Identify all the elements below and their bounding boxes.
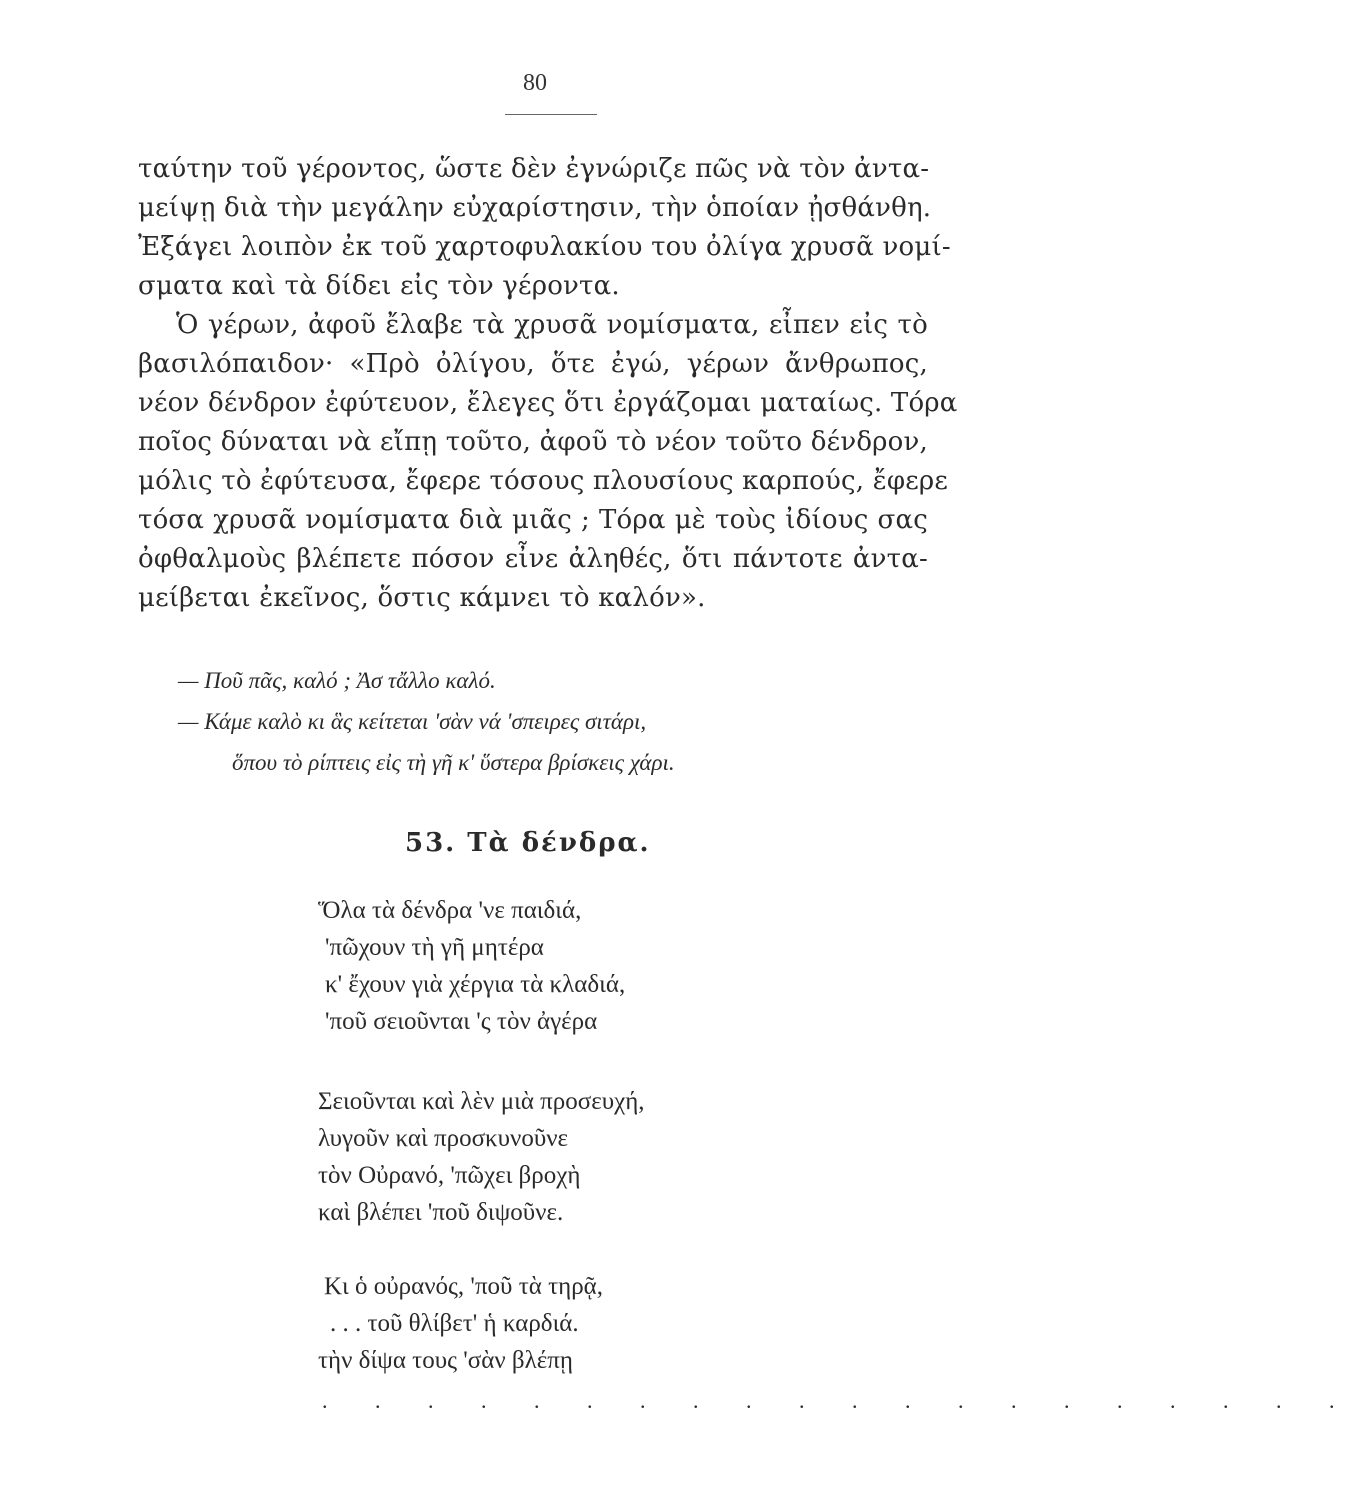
prose-line: ποῖος δύναται νὰ εἴπῃ τοῦτο, ἀφοῦ τὸ νέον τοῦτο δένδρον, [138, 427, 928, 457]
prose-line: τόσα χρυσᾶ νομίσματα διὰ μιᾶς ; Τόρα μὲ τοὺς ἰδίους σας [138, 505, 928, 535]
verse-line: Ὅλα τὰ δένδρα 'νε παιδιά, [318, 897, 582, 924]
verse-line: 'πῶχουν τὴ γῆ μητέρα [325, 934, 544, 961]
proverb-line: ὅπου τὸ ρίπτεις εἰς τὴ γῆ κ' ὕστερα βρίσκεις χάρι. [232, 750, 675, 775]
prose-line: ταύτην τοῦ γέροντος, ὥστε δὲν ἐγνώριζε πῶς νὰ τὸν ἀντα- [138, 154, 930, 184]
prose-line: βασιλόπαιδον· «Πρὸ ὀλίγου, ὅτε ἐγώ, γέρων ἄνθρωπος, [138, 349, 928, 379]
proverb-line: — Ποῦ πᾶς, καλό ; Ἀσ τἄλλο καλό. [178, 668, 496, 693]
prose-line: μόλις τὸ ἐφύτευσα, ἔφερε τόσους πλουσίους καρπούς, ἔφερε [138, 466, 949, 496]
verse-line: Κι ὁ οὐρανός, 'ποῦ τὰ τηρᾷ, [324, 1273, 604, 1300]
verse-line: Σειοῦνται καὶ λὲν μιὰ προσευχή, [318, 1088, 645, 1115]
ellipsis-row: . . . . . . . . . . . . . . . . . . . . [322, 1388, 1356, 1413]
page-number: 80 [523, 70, 547, 96]
prose-line: νέον δένδρον ἐφύτευον, ἔλεγες ὅτι ἐργάζομαι ματαίως. Τόρα [138, 388, 958, 418]
verse-line: κ' ἔχουν γιὰ χέργια τὰ κλαδιά, [325, 971, 626, 998]
poem-stanza [318, 1083, 878, 1231]
proverb-line: — Κάμε καλὸ κι ἃς κείτεται 'σὰν νά 'σπειρες σιτάρι, [178, 709, 647, 734]
prose-paragraph [138, 150, 958, 618]
proverbs-block [178, 660, 938, 783]
prose-line: σματα καὶ τὰ δίδει εἰς τὸν γέροντα. [138, 271, 620, 301]
verse-line: τὴν δίψα τους 'σὰν βλέπῃ [318, 1347, 573, 1374]
verse-line: καὶ βλέπει 'ποῦ διψοῦνε. [318, 1199, 564, 1226]
poem-stanza [318, 892, 878, 1040]
verse-line: 'ποῦ σειοῦνται 'ς τὸν ἀγέρα [325, 1008, 598, 1035]
poem-heading: 53. Τὰ δένδρα. [405, 828, 651, 858]
prose-line: μείψῃ διὰ τὴν μεγάλην εὐχαρίστησιν, τὴν ὁποίαν ᾐσθάνθη. [138, 193, 932, 223]
poem-stanza [318, 1268, 878, 1379]
header-rule [505, 114, 597, 115]
prose-line: Ἐξάγει λοιπὸν ἐκ τοῦ χαρτοφυλακίου του ὀλίγα χρυσᾶ νομί- [138, 232, 951, 262]
prose-line: Ὁ γέρων, ἀφοῦ ἔλαβε τὰ χρυσᾶ νομίσματα, εἶπεν εἰς τὸ [176, 310, 928, 340]
prose-line: ὀφθαλμοὺς βλέπετε πόσον εἶνε ἀληθές, ὅτι πάντοτε ἀντα- [138, 544, 928, 574]
prose-line: μείβεται ἐκεῖνος, ὅστις κάμνει τὸ καλόν». [138, 583, 706, 613]
verse-line: τὸν Οὐρανό, 'πῶχει βροχὴ [318, 1162, 581, 1189]
verse-line: λυγοῦν καὶ προσκυνοῦνε [318, 1125, 569, 1152]
verse-line: . . . τοῦ θλίβετ' ἡ καρδιά. [330, 1310, 579, 1337]
